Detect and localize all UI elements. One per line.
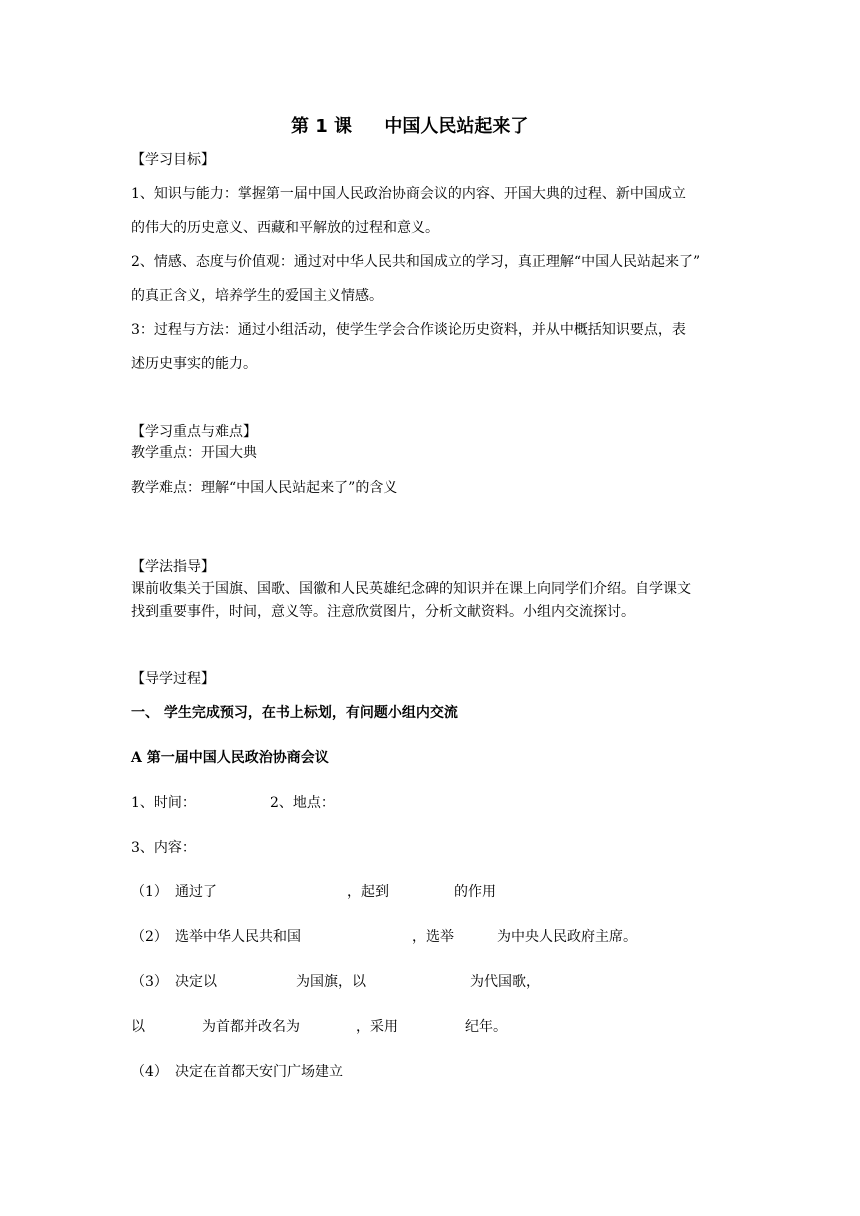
step-1-heading: 一、 学生完成预习，在书上标划，有问题小组内交流 [131,705,458,721]
objective-2-line-1: 2、情感、态度与价值观：通过对中华人民共和国成立的学习，真正理解“中国人民站起来了” [131,254,701,270]
objectives-heading: 【学习目标】 [131,152,215,168]
content-2-number: （2） [131,929,168,945]
objective-2-line-2: 的真正含义，培养学生的爱国主义情感。 [131,288,383,304]
objective-3-line-2: 述历史事实的能力。 [131,356,257,372]
content-3-cont-3: ，采用 [356,1019,398,1035]
place-label: 2、地点： [270,795,335,811]
objective-1-line-1: 1、知识与能力：掌握第一届中国人民政治协商会议的内容、开国大典的过程、新中国成立 [131,186,686,202]
lesson-name: 中国人民站起来了 [384,116,529,137]
time-label: 1、时间： [131,795,196,811]
lesson-title [291,116,528,138]
content-3-number: （3） [131,974,168,990]
content-3-part-b: 为国旗，以 [296,974,366,990]
lesson-number: 第 1 课 [291,116,353,137]
content-1-part-b: ，起到 [347,884,389,900]
objective-1-line-2: 的伟大的历史意义、西藏和平解放的过程和意义。 [131,220,439,236]
teaching-focus: 教学重点：开国大典 [131,445,257,461]
content-3-part-c: 为代国歌， [470,974,540,990]
content-1-part-c: 的作用 [454,884,496,900]
content-2-part-a: 选举中华人民共和国 [175,929,301,945]
content-2-part-c: 为中央人民政府主席。 [497,929,637,945]
content-label: 3、内容： [131,840,196,856]
section-a-heading: A 第一届中国人民政治协商会议 [131,750,329,766]
method-line-1: 课前收集关于国旗、国歌、国徽和人民英雄纪念碑的知识并在课上向同学们介绍。自学课文 [131,581,691,597]
teaching-difficulty: 教学难点：理解“中国人民站起来了”的含义 [131,480,398,496]
content-1-number: （1） [131,884,168,900]
objective-3-line-1: 3：过程与方法：通过小组活动，使学生学会合作谈论历史资料，并从中概括知识要点，表 [131,322,686,338]
method-heading: 【学法指导】 [131,559,215,575]
key-points-heading: 【学习重点与难点】 [131,424,257,440]
content-3-cont-4: 纪年。 [465,1019,507,1035]
content-2-part-b: ，选举 [412,929,454,945]
content-3-cont-2: 为首都并改名为 [202,1019,300,1035]
content-3-cont-1: 以 [131,1019,145,1035]
content-4-number: （4） [131,1064,168,1080]
method-line-2: 找到重要事件，时间，意义等。注意欣赏图片，分析文献资料。小组内交流探讨。 [131,604,635,620]
content-4-part-a: 决定在首都天安门广场建立 [175,1064,343,1080]
content-1-part-a: 通过了 [175,884,217,900]
process-heading: 【导学过程】 [131,671,215,687]
content-3-part-a: 决定以 [175,974,217,990]
